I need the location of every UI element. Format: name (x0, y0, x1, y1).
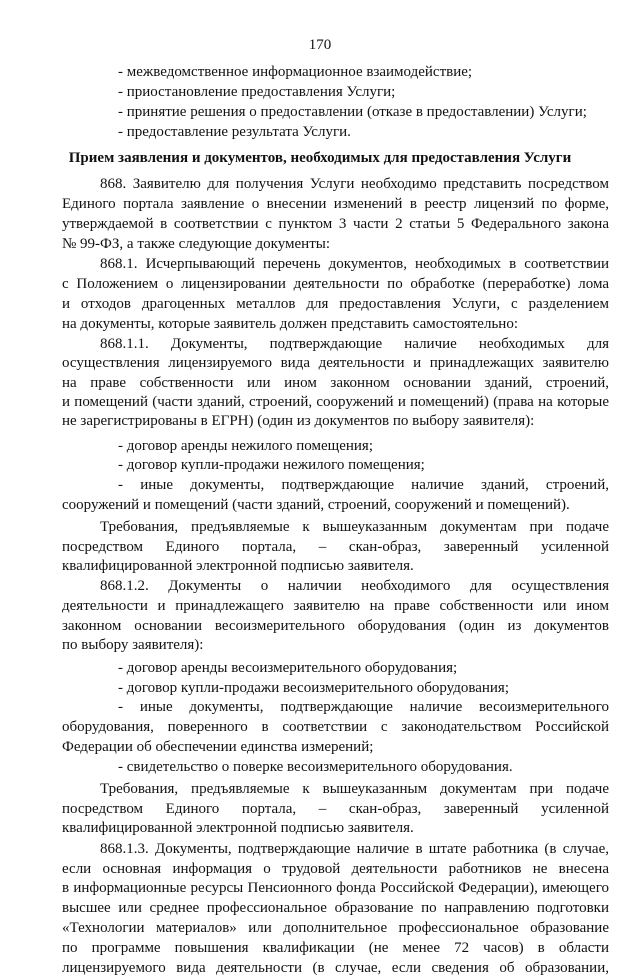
text-line: 868.1. Исчерпывающий перечень документов, необходимых в соответствии (100, 256, 609, 272)
text-line: - договор купли-продажи нежилого помещения; (118, 457, 425, 473)
text-line: № 99-ФЗ, а также следующие документы: (62, 236, 331, 252)
text-line: с Положением о лицензировании деятельности по обработке (переработке) лома (62, 276, 609, 292)
text-line: Требования, предъявляемые к вышеуказанным документам при подаче (100, 519, 609, 535)
text-line: если основная информация о трудовой деятельности работников не внесена (62, 861, 609, 877)
text-line: Требования, предъявляемые к вышеуказанным документам при подаче (100, 781, 609, 797)
text-line: - иные документы, подтверждающие наличие весоизмерительного (118, 699, 609, 715)
text-line: на праве собственности или ином законном основании зданий, строений, (62, 375, 609, 391)
text-line: на документы, которые заявитель должен представить самостоятельно: (62, 316, 518, 332)
text-line: в информационные ресурсы Пенсионного фонда Российской Федерации), имеющего (62, 880, 609, 896)
text-line: 868.1.3. Документы, подтверждающие наличие в штате работника (в случае, (100, 841, 609, 857)
text-line: 868.1.1. Документы, подтверждающие наличие необходимых для (100, 336, 609, 352)
page-number: 170 (308, 37, 332, 53)
text-line: - договор купли-продажи весоизмерительного оборудования; (118, 680, 510, 696)
text-line: сооружений и помещений (части зданий, строений, сооружений и помещений). (62, 497, 570, 513)
text-line: - межведомственное информационное взаимодействие; (118, 64, 473, 80)
text-line: оборудования, поверенного в соответствии с законодательством Российской (62, 719, 609, 735)
text-line: - иные документы, подтверждающие наличие зданий, строений, (118, 477, 609, 493)
text-line: квалифицированной электронной подписью заявителя. (62, 558, 414, 574)
text-line: законном основании весоизмерительного оборудования (один из документов (62, 618, 609, 634)
text-line: 868.1.2. Документы о наличии необходимого для осуществления (100, 578, 609, 594)
text-line: и отходов драгоценных металлов для предоставления Услуги, с разделением (62, 296, 609, 312)
text-line: - договор аренды весоизмерительного оборудования; (118, 660, 458, 676)
text-line: и помещений (части зданий, строений, сооружений и помещений) (права на которые (62, 394, 609, 410)
text-line: - договор аренды нежилого помещения; (118, 438, 373, 454)
text-line: по выбору заявителя): (62, 637, 204, 653)
text-line: посредством Единого портала, – скан-образ, заверенный усиленной (62, 539, 609, 555)
text-line: осуществления лицензируемого вида деятельности и принадлежащих заявителю (62, 355, 609, 371)
text-line: - приостановление предоставления Услуги; (118, 84, 396, 100)
text-line: Федерации об обеспечении единства измерений; (62, 739, 374, 755)
text-line: «Технологии материалов» или дополнительное профессиональное образование (62, 920, 609, 936)
text-line: не зарегистрированы в ЕГРН) (один из документов по выбору заявителя): (62, 413, 535, 429)
text-line: утверждаемой в соответствии с пунктом 3 части 2 статьи 5 Федерального закона (62, 216, 609, 232)
text-line: - свидетельство о поверке весоизмерительного оборудования. (118, 759, 513, 775)
text-line: высшее или среднее профессиональное образование по направлению подготовки (62, 900, 609, 916)
text-line: 868. Заявителю для получения Услуги необходимо представить посредством (100, 176, 609, 192)
text-line: Единого портала заявление о внесении изменений в реестр лицензий по форме, (62, 196, 609, 212)
text-line: по программе повышения квалификации (не менее 72 часов) в области (62, 940, 609, 956)
text-line: - предоставление результата Услуги. (118, 124, 351, 140)
text-line: - принятие решения о предоставлении (отказе в предоставлении) Услуги; (118, 104, 587, 120)
section-heading: Прием заявления и документов, необходимых для предоставления Услуги (68, 150, 572, 166)
text-line: лицензируемого вида деятельности (в случае, если сведения об образовании, (62, 960, 609, 976)
text-line: посредством Единого портала, – скан-образ, заверенный усиленной (62, 801, 609, 817)
text-line: квалифицированной электронной подписью заявителя. (62, 820, 414, 836)
text-line: деятельности и принадлежащего заявителю на праве собственности или ином (62, 598, 609, 614)
